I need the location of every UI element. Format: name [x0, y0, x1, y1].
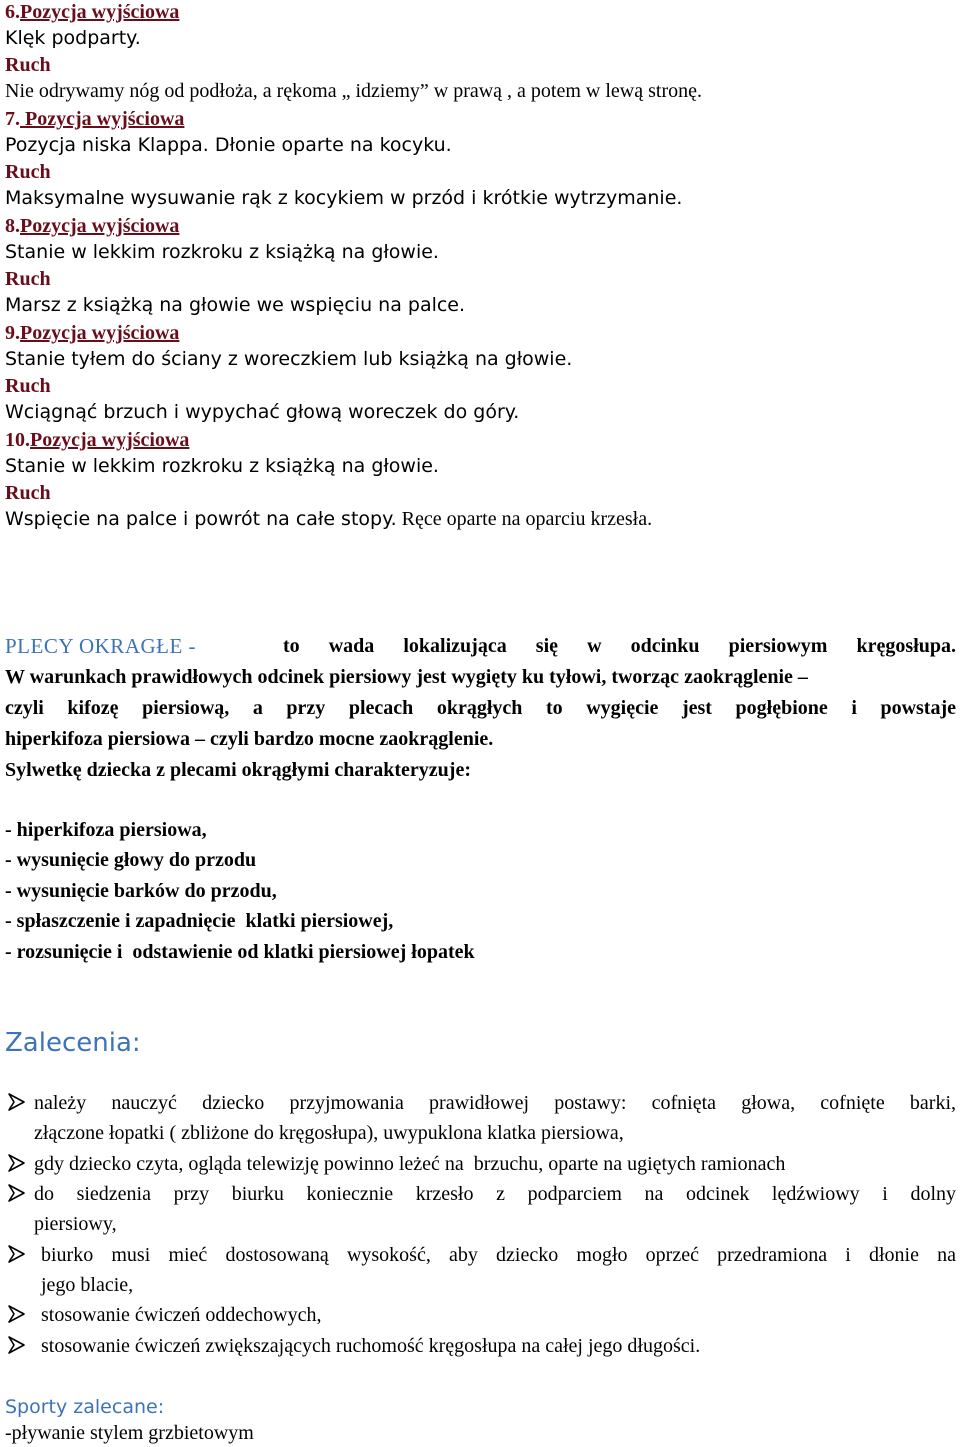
word: pogłębione [735, 697, 828, 719]
move-text-main: Wciągnąć brzuch i wypychać głową woreczek do góry. [5, 401, 520, 423]
exercise-heading [5, 428, 189, 452]
word: plecach [348, 697, 414, 719]
move-label: Ruch [5, 268, 51, 290]
word: do [34, 1183, 54, 1205]
word: należy [34, 1092, 87, 1114]
position-text: Stanie tyłem do ściany z woreczkiem lub książką na głowie. [5, 348, 573, 370]
position-text: Klęk podparty. [5, 27, 141, 49]
word: kręgosłupa. [856, 635, 956, 657]
position-label: Pozycja wyjściowa [20, 322, 180, 344]
word: i [851, 697, 857, 719]
word: odcinek [686, 1183, 750, 1205]
word: mogło [576, 1244, 628, 1266]
word: przy [286, 697, 326, 719]
exercise-number: 10. [5, 429, 30, 451]
word: okrągłych [436, 697, 523, 719]
word: czyli [5, 697, 44, 719]
arrow-bullet-icon [7, 1152, 27, 1179]
word: na [937, 1244, 956, 1266]
section-paragraph-line [283, 634, 956, 658]
move-text-main: Nie odrywamy nóg od podłoża, a rękoma „ idziemy” w prawą , a potem w lewą stronę. [5, 80, 702, 102]
word: to [283, 635, 300, 657]
feature-item: - wysunięcie głowy do przodu [5, 849, 257, 871]
exercise-number: 7. [5, 108, 20, 130]
feature-item: - spłaszczenie i zapadnięcie klatki piersiowej, [5, 910, 394, 932]
word: dostosowaną [225, 1244, 329, 1266]
word: cofnięte [820, 1092, 885, 1114]
position-text: Pozycja niska Klappa. Dłonie oparte na kocyku. [5, 134, 452, 156]
word: to [545, 697, 563, 719]
word: wysokość, [346, 1244, 431, 1266]
move-text [5, 400, 519, 424]
move-text-extra: Ręce oparte na oparciu krzesła. [396, 508, 653, 530]
recommendation-line [34, 1091, 956, 1115]
section-paragraph-line: W warunkach prawidłowych odcinek piersiowy jest wygięty ku tyłowi, tworząc zaokrąglenie – [5, 666, 808, 688]
word: krzesło [415, 1183, 474, 1205]
word: lokalizująca [403, 635, 507, 657]
position-label: Pozycja wyjściowa [20, 215, 180, 237]
arrow-bullet-icon [7, 1303, 27, 1330]
word: biurku [231, 1183, 284, 1205]
exercise-heading [5, 321, 179, 345]
recommendation-line: stosowanie ćwiczeń zwiększających ruchomość kręgosłupa na całej jego długości. [41, 1335, 701, 1357]
word: głowa, [741, 1092, 796, 1114]
feature-item: - rozsunięcie i odstawienie od klatki piersiowej łopatek [5, 941, 475, 963]
position-text: Stanie w lekkim rozkroku z książką na głowie. [5, 241, 439, 263]
recommendation-line [34, 1182, 956, 1206]
word: piersiową, [142, 697, 230, 719]
word: oprzeć [645, 1244, 699, 1266]
recommendation-line: stosowanie ćwiczeń oddechowych, [41, 1304, 322, 1326]
position-label: Pozycja wyjściowa [20, 108, 185, 130]
word: w [587, 635, 602, 657]
position-text: Stanie w lekkim rozkroku z książką na głowie. [5, 455, 439, 477]
sport-item: -pływanie stylem grzbietowym [5, 1422, 254, 1444]
word: piersiowym [728, 635, 828, 657]
exercise-number: 8. [5, 215, 20, 237]
recommendation-line: gdy dziecko czyta, ogląda telewizję powinno leżeć na brzuchu, oparte na ugiętych ramionach [34, 1153, 786, 1175]
section-paragraph-line: hiperkifoza piersiowa – czyli bardzo mocne zaokrąglenie. [5, 728, 494, 750]
arrow-bullet-icon [7, 1334, 27, 1361]
section-paragraph-line [5, 696, 956, 720]
position-label: Pozycja wyjściowa [20, 1, 180, 23]
word: dziecko [496, 1244, 559, 1266]
recommendation-line-cont: złączone łopatki ( zbliżone do kręgosłupa), uwypuklona klatka piersiowa, [34, 1122, 624, 1144]
word: biurko [41, 1244, 94, 1266]
word: dłonie [868, 1244, 919, 1266]
word: a [252, 697, 263, 719]
move-label: Ruch [5, 54, 51, 76]
move-label: Ruch [5, 161, 51, 183]
feature-item: - hiperkifoza piersiowa, [5, 819, 207, 841]
word: dziecko [202, 1092, 265, 1114]
recommendation-line-cont: piersiowy, [34, 1213, 117, 1235]
exercise-heading [5, 214, 179, 238]
move-text [5, 507, 652, 531]
word: z [496, 1183, 505, 1205]
word: postawy: [554, 1092, 627, 1114]
word: na [644, 1183, 664, 1205]
exercise-heading [5, 107, 184, 131]
word: jest [681, 697, 712, 719]
word: przy [173, 1183, 210, 1205]
word: cofnięta [651, 1092, 717, 1114]
move-text-main: Wspięcie na palce i powrót na całe stopy. [5, 508, 397, 530]
word: lędźwiowy [771, 1183, 860, 1205]
arrow-bullet-icon [7, 1091, 27, 1118]
arrow-bullet-icon [7, 1182, 27, 1209]
position-label: Pozycja wyjściowa [30, 429, 190, 451]
move-text [5, 79, 702, 103]
word: wada [328, 635, 375, 657]
move-text [5, 293, 465, 317]
sports-title: Sporty zalecane: [5, 1396, 165, 1418]
word: nauczyć [111, 1092, 177, 1114]
word: podparciem [527, 1183, 622, 1205]
word: przyjmowania [289, 1092, 404, 1114]
word: dolny [910, 1183, 956, 1205]
word: odcinku [630, 635, 700, 657]
word: wygięcie [586, 697, 659, 719]
arrow-bullet-icon [7, 1243, 27, 1270]
move-label: Ruch [5, 482, 51, 504]
word: się [535, 635, 558, 657]
word: powstaje [880, 697, 956, 719]
word: i [845, 1244, 851, 1266]
move-text-main: Maksymalne wysuwanie rąk z kocykiem w przód i krótkie wytrzymanie. [5, 187, 683, 209]
recommendation-line-cont: jego blacie, [41, 1274, 134, 1296]
section-paragraph-line: Sylwetkę dziecka z plecami okrągłymi charakteryzuje: [5, 759, 472, 781]
move-text-main: Marsz z książką na głowie we wspięciu na palce. [5, 294, 466, 316]
word: siedzenia [76, 1183, 151, 1205]
exercise-number: 9. [5, 322, 20, 344]
exercise-heading [5, 0, 179, 24]
word: kifozę [67, 697, 119, 719]
word: prawidłowej [429, 1092, 530, 1114]
move-text [5, 186, 682, 210]
exercise-number: 6. [5, 1, 20, 23]
feature-item: - wysunięcie barków do przodu, [5, 880, 277, 902]
move-label: Ruch [5, 375, 51, 397]
word: koniecznie [306, 1183, 394, 1205]
word: przedramiona [717, 1244, 828, 1266]
recommendation-line [41, 1243, 956, 1267]
recommendations-title: Zalecenia: [5, 1028, 141, 1058]
section-title: PLECY OKRAGŁE - [5, 634, 197, 658]
word: musi [111, 1244, 151, 1266]
word: aby [449, 1244, 478, 1266]
word: i [882, 1183, 888, 1205]
word: barki, [909, 1092, 956, 1114]
word: mieć [168, 1244, 208, 1266]
